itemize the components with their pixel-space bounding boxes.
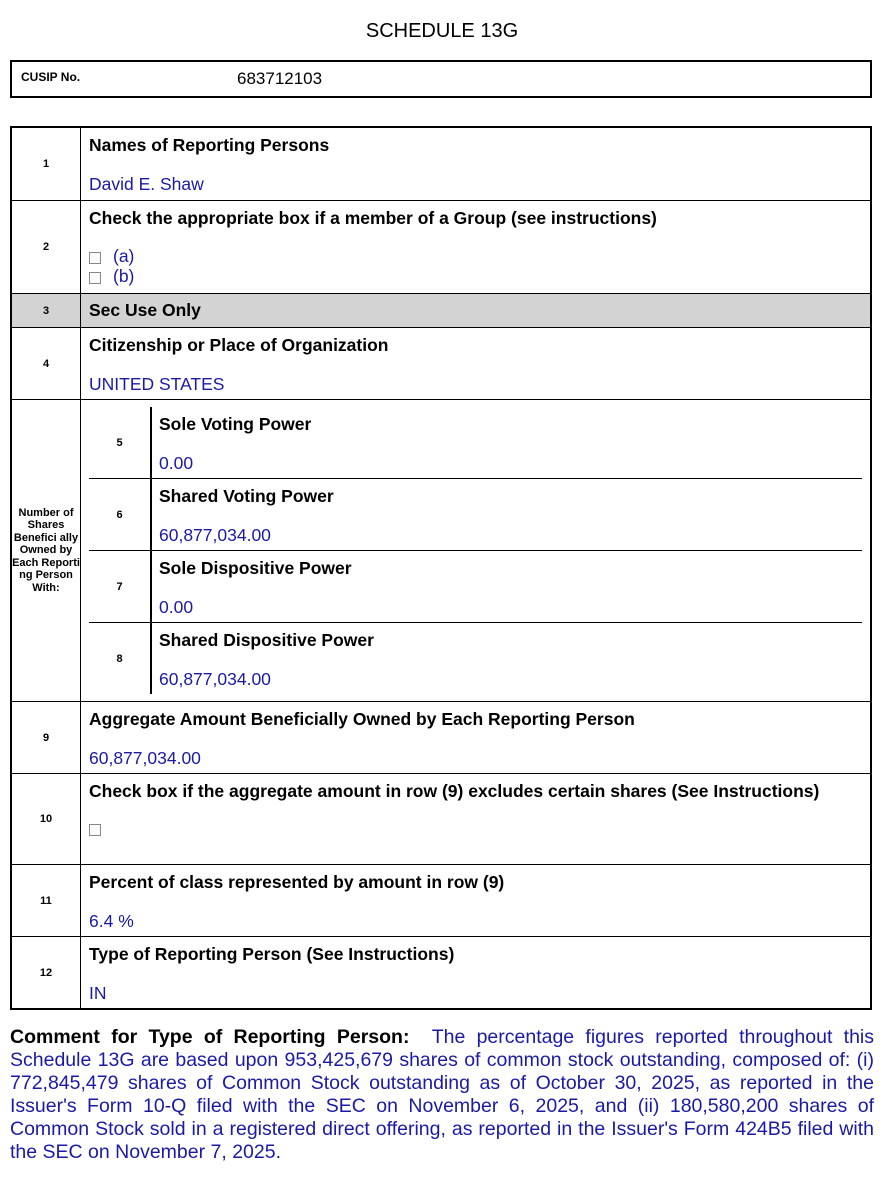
row-4 bbox=[12, 328, 870, 400]
row-number: 1 bbox=[12, 128, 81, 200]
row-heading: Check the appropriate box if a member of a Group (see instructions) bbox=[89, 208, 657, 228]
row-heading: Names of Reporting Persons bbox=[89, 135, 330, 155]
group-b-checkbox[interactable] bbox=[89, 272, 101, 284]
row-heading: Shared Voting Power bbox=[159, 486, 334, 506]
reporting-person-type-value: IN bbox=[89, 983, 107, 1003]
reporting-person-comment bbox=[10, 1026, 874, 1164]
row-number: 9 bbox=[12, 702, 81, 773]
sole-voting-value: 0.00 bbox=[159, 453, 194, 473]
row-heading: Citizenship or Place of Organization bbox=[89, 335, 389, 355]
group-a-label: (a) bbox=[113, 246, 135, 266]
cusip-label: CUSIP No. bbox=[21, 70, 81, 84]
row-heading: Check box if the aggregate amount in row (9) excludes certain shares (See Instructions) bbox=[89, 781, 820, 801]
cover-table bbox=[10, 126, 872, 1010]
row-number: 6 bbox=[89, 479, 152, 550]
sole-dispositive-value: 0.00 bbox=[159, 597, 194, 617]
row-2 bbox=[12, 201, 870, 294]
row-6 bbox=[89, 479, 862, 551]
row-number: 12 bbox=[12, 937, 81, 1008]
row-10 bbox=[12, 774, 870, 865]
row-number: 10 bbox=[12, 774, 81, 864]
shared-dispositive-value: 60,877,034.00 bbox=[159, 669, 271, 689]
row-3 bbox=[12, 294, 870, 328]
row-9 bbox=[12, 702, 870, 774]
shared-voting-value: 60,877,034.00 bbox=[159, 525, 271, 545]
shares-owned-label: Number of Shares Benefici ally Owned by Each Reporti ng Person With: bbox=[12, 400, 81, 701]
row-number: 3 bbox=[12, 294, 81, 327]
row-number: 2 bbox=[12, 201, 81, 293]
citizenship-value: UNITED STATES bbox=[89, 374, 225, 394]
row-number: 8 bbox=[89, 623, 152, 694]
aggregate-amount-value: 60,877,034.00 bbox=[89, 748, 201, 768]
row-heading: Aggregate Amount Beneficially Owned by Each Reporting Person bbox=[89, 709, 635, 729]
percent-of-class-value: 6.4 % bbox=[89, 911, 134, 931]
row-heading: Percent of class represented by amount in row (9) bbox=[89, 872, 505, 892]
row-heading: Shared Dispositive Power bbox=[159, 630, 374, 650]
row-5 bbox=[89, 407, 862, 479]
comment-text: The percentage figures reported throughout this Schedule 13G are based upon 953,425,679 shares of common stock outstanding, composed of: (i) 772,845,479 shares of Common Stock outstanding as of October 30, 2025, as reported in the Issuer's Form 10-Q filed with the SEC on November 6, 2025, and (ii) 180,580,200 shares of Common Stock sold in a registered direct offering, as reported in the Issuer's Form 424B5 filed with the SEC on November 7, 2025. bbox=[10, 1026, 875, 1163]
shares-block bbox=[12, 400, 870, 702]
row-1 bbox=[12, 128, 870, 201]
group-a-checkbox[interactable] bbox=[89, 252, 101, 264]
row-12 bbox=[12, 937, 870, 1008]
group-b-label: (b) bbox=[113, 266, 135, 286]
row-number: 11 bbox=[12, 865, 81, 936]
row-heading: Sole Dispositive Power bbox=[159, 558, 352, 578]
excludes-shares-checkbox[interactable] bbox=[89, 824, 101, 836]
row-11 bbox=[12, 865, 870, 937]
row-heading: Sole Voting Power bbox=[159, 414, 312, 434]
row-number: 7 bbox=[89, 551, 152, 622]
cusip-value: 683712103 bbox=[237, 69, 323, 88]
row-heading: Type of Reporting Person (See Instructions) bbox=[89, 944, 455, 964]
cusip-box bbox=[10, 60, 872, 98]
comment-label: Comment for Type of Reporting Person: bbox=[10, 1026, 410, 1048]
row-number: 4 bbox=[12, 328, 81, 399]
page-title: SCHEDULE 13G bbox=[365, 20, 519, 42]
reporting-person-name: David E. Shaw bbox=[89, 174, 204, 194]
row-heading: Sec Use Only bbox=[89, 300, 201, 320]
row-8 bbox=[89, 623, 862, 694]
row-7 bbox=[89, 551, 862, 623]
row-number: 5 bbox=[89, 407, 152, 478]
